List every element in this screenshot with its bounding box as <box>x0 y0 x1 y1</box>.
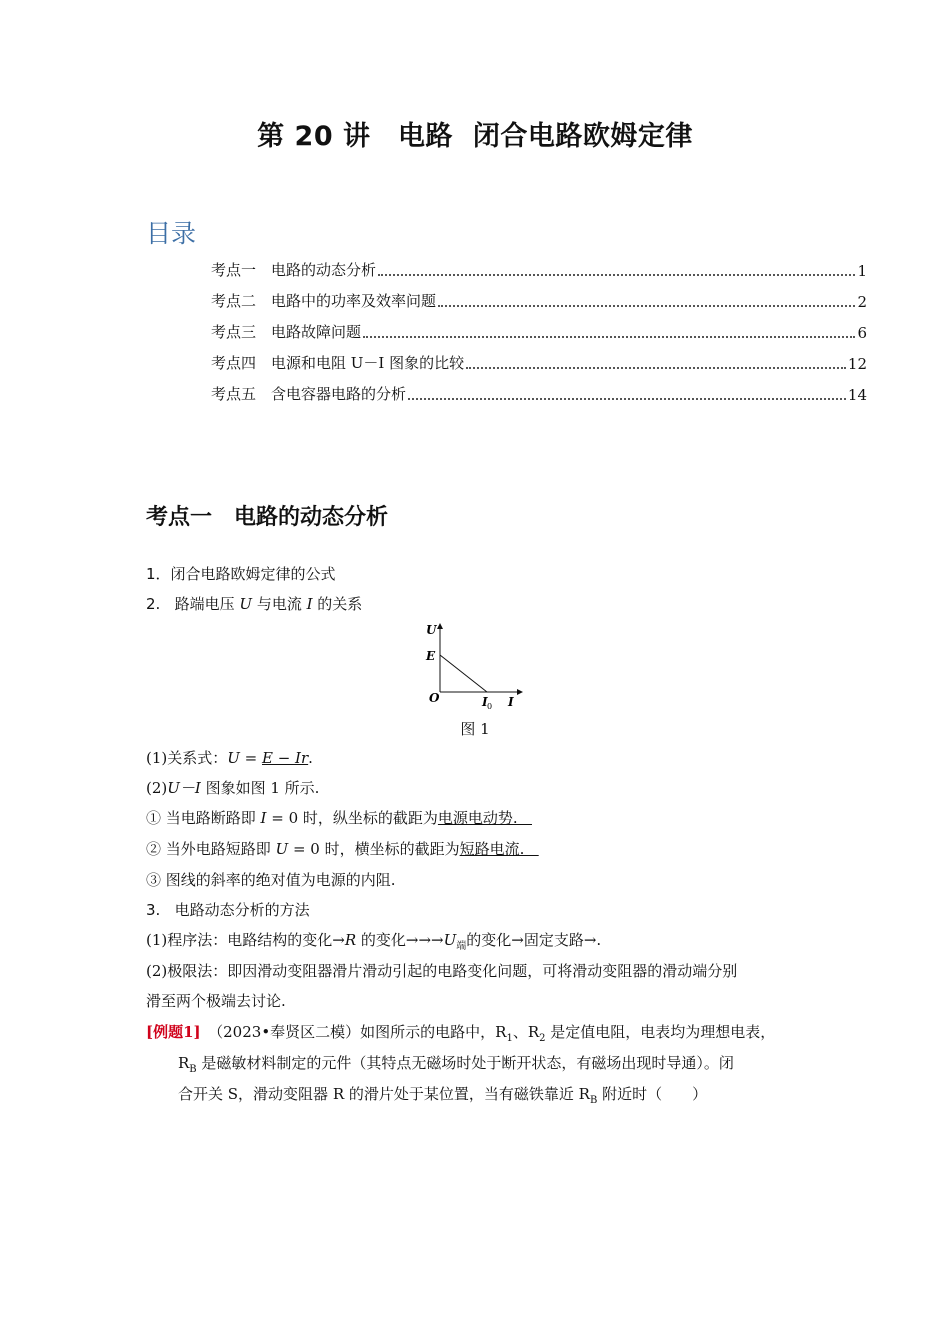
text: （2023•奉贤区二模）如图所示的电路中，R <box>200 1023 507 1041</box>
procedure-method <box>146 929 601 958</box>
text: . <box>308 749 313 767</box>
toc-item[interactable] <box>211 351 867 373</box>
text: ① 当电路断路即 <box>146 809 261 827</box>
example-line-2 <box>178 1052 734 1081</box>
toc-item-label: 考点五 含电容器电路的分析 <box>211 385 407 403</box>
fill-blank: 短路电流. <box>459 840 539 858</box>
u-i-line <box>440 655 487 692</box>
toc-item[interactable] <box>211 258 867 280</box>
axis-u-label: U <box>426 623 437 637</box>
limit-method-cont: 滑至两个极端去讨论. <box>146 992 286 1010</box>
toc-item-label: 考点一 电路的动态分析 <box>211 261 377 279</box>
text: 的变化→→→ <box>356 931 444 949</box>
toc-leader <box>438 305 855 307</box>
u-i-graph <box>422 620 532 712</box>
text: (1)程序法：电路结构的变化→ <box>146 931 345 949</box>
toc-item[interactable] <box>211 289 867 311</box>
fill-blank: E − Ir <box>262 749 309 767</box>
text: 附近时（ ） <box>597 1085 708 1103</box>
text: 与电流 <box>252 595 307 613</box>
section-title: 考点一 电路的动态分析 <box>146 505 389 530</box>
toc-leader <box>378 274 855 276</box>
toc-leader <box>408 398 846 400</box>
page-title: 第 20 讲 电路 闭合电路欧姆定律 <box>257 121 693 152</box>
var: U <box>443 931 457 949</box>
item-relation-heading <box>146 593 362 615</box>
example-line-3 <box>178 1083 707 1112</box>
i0-subscript: 0 <box>487 702 493 711</box>
short-circuit-note <box>146 838 539 860</box>
toc-item[interactable] <box>211 320 867 342</box>
open-circuit-note <box>146 807 532 829</box>
toc-item-label: 考点三 电路故障问题 <box>211 323 362 341</box>
toc-item[interactable] <box>211 382 867 404</box>
item-method-heading: 3. 电路动态分析的方法 <box>146 901 310 919</box>
subscript: 端 <box>456 941 467 952</box>
toc-item-label: 考点二 电路中的功率及效率问题 <box>211 292 437 310</box>
subscript: 1 <box>506 1033 513 1044</box>
text: 合开关 S，滑动变阻器 R 的滑片处于某位置，当有磁铁靠近 R <box>178 1085 590 1103</box>
formula: U = <box>227 749 262 767</box>
axis-i-label: I <box>508 695 514 709</box>
toc-item-label: 考点四 电源和电阻 U－I 图象的比较 <box>211 354 465 372</box>
e-label: E <box>426 649 436 663</box>
figure-caption: 图 1 <box>460 720 490 738</box>
text: 、R <box>512 1023 540 1041</box>
var: U <box>275 840 289 858</box>
toc-item-page: 1 <box>857 262 867 280</box>
i0-label: I <box>482 695 488 709</box>
origin-label: O <box>429 691 440 705</box>
toc-item-page: 12 <box>847 355 867 373</box>
toc-item-page: 6 <box>857 324 867 342</box>
example-tag: [例题1] <box>146 1023 201 1041</box>
text: 图象如图 1 所示. <box>200 779 320 797</box>
text: (2) <box>146 779 168 797</box>
relation-formula <box>146 747 313 769</box>
toc-heading: 目录 <box>146 219 197 248</box>
var-u: U <box>239 595 253 613</box>
limit-method: (2)极限法：即因滑动变阻器滑片滑动引起的电路变化问题，可将滑动变阻器的滑动端分别 <box>146 962 738 980</box>
text: = 0 时，纵坐标的截距为 <box>266 809 438 827</box>
text: 2. 路端电压 <box>146 595 240 613</box>
text: 的关系 <box>312 595 363 613</box>
toc-leader <box>363 336 855 338</box>
toc-item-page: 14 <box>847 386 867 404</box>
var: R <box>344 931 357 949</box>
formula: U－I <box>167 779 201 797</box>
text: 是磁敏材料制定的元件（其特点无磁场时处于断开状态，有磁场出现时导通）。闭 <box>196 1054 734 1072</box>
slope-note: ③ 图线的斜率的绝对值为电源的内阻. <box>146 871 396 889</box>
subscript: 2 <box>539 1033 546 1044</box>
fill-blank: 电源电动势. <box>437 809 532 827</box>
var-i: I <box>306 595 313 613</box>
text: 是定值电阻，电表均为理想电表， <box>545 1023 776 1041</box>
item-formula-heading: 1．闭合电路欧姆定律的公式 <box>146 565 336 583</box>
var: I <box>260 809 267 827</box>
text: = 0 时，横坐标的截距为 <box>288 840 460 858</box>
graph-desc <box>146 777 319 799</box>
subscript: B <box>189 1064 197 1075</box>
subscript: B <box>589 1095 598 1106</box>
text: ② 当外电路短路即 <box>146 840 276 858</box>
toc-item-page: 2 <box>857 293 867 311</box>
text: R <box>178 1054 190 1072</box>
toc-leader <box>466 367 846 369</box>
example-line-1 <box>146 1021 775 1050</box>
text: (1)关系式： <box>146 749 228 767</box>
text: 的变化→固定支路→. <box>466 931 602 949</box>
